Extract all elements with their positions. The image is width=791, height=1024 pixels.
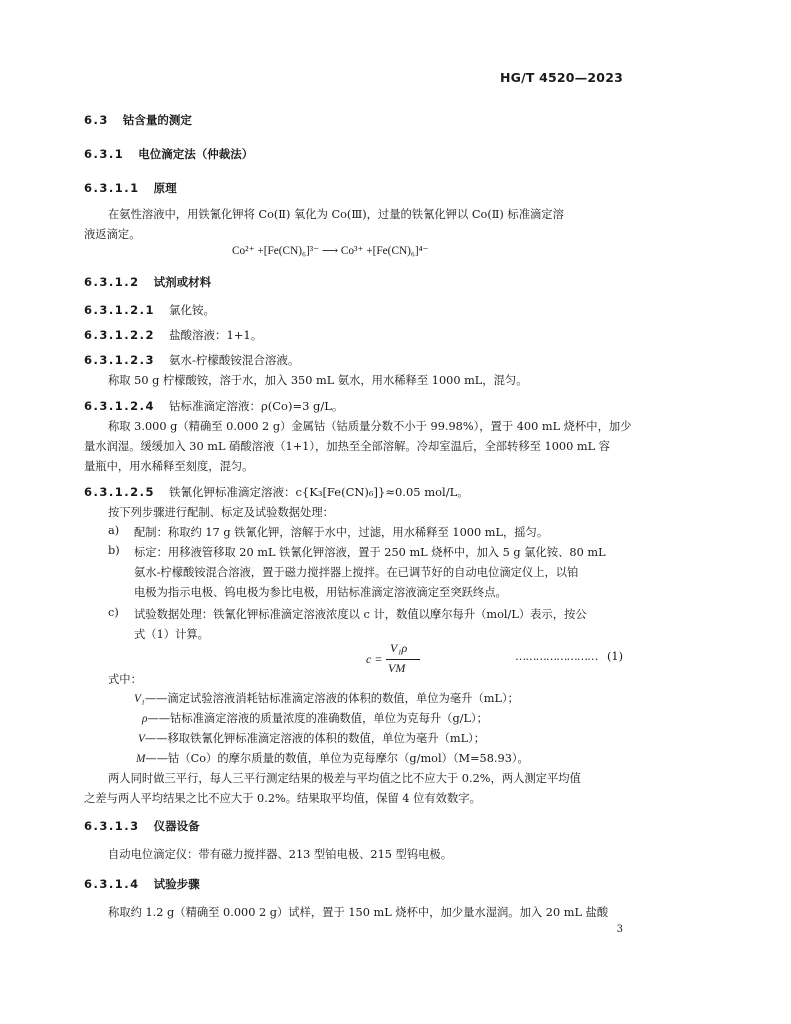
standard-number: HG/T 4520—2023 [499, 70, 623, 85]
reagent-6-3-1-2-5 [84, 484, 469, 500]
equipment-text: 自动电位滴定仪：带有磁力搅拌器、213 型铂电极、215 型钨电极。 [108, 848, 453, 861]
item-text: 盐酸溶液：1+1。 [168, 328, 263, 342]
section-heading-6-3-1-4 [84, 876, 200, 892]
variable-symbol: M [136, 753, 146, 765]
section-heading-6-3-1-1 [84, 180, 177, 196]
principle-line-2: 液返滴定。 [84, 228, 141, 241]
section-number: 6.3.1 [84, 147, 125, 161]
variable-description: ——钴（Co）的摩尔质量的数值，单位为克每摩尔（g/mol）（M=58.93）。 [145, 752, 529, 765]
formula-dots: …………………… [515, 650, 598, 663]
section-heading-6-3-1-3 [84, 818, 200, 834]
where-label: 式中： [108, 673, 142, 686]
fraction-bar [386, 659, 420, 660]
reagent-4-body-3: 量瓶中，用水稀释至刻度，混匀。 [84, 460, 254, 473]
page-number: 3 [616, 924, 623, 935]
reagent-4-body-2: 量水润湿。缓缓加入 30 mL 硝酸溶液（1+1），加热至全部溶解。冷却室温后，全部转移至 1000 mL 容 [84, 440, 610, 453]
step-b-line-2: 氨水-柠檬酸铵混合溶液，置于磁力搅拌器上搅拌。在已调节好的自动电位滴定仪上，以铂 [134, 566, 579, 579]
variable-description: ——滴定试验溶液消耗钴标准滴定溶液的体积的数值，单位为毫升（mL）； [144, 692, 519, 705]
variable-symbol: ρ [142, 713, 148, 725]
item-text: 氯化铵。 [168, 303, 215, 317]
reagent-5-body: 按下列步骤进行配制、标定及试验数据处理： [108, 506, 334, 519]
reagent-3-body: 称取 50 g 柠檬酸铵，溶于水，加入 350 mL 氨水，用水稀释至 1000 mL，混匀。 [108, 374, 528, 387]
step-a-text: 配制：称取约 17 g 铁氰化钾，溶解于水中，过滤，用水稀释至 1000 mL，摇匀。 [134, 526, 549, 539]
reagent-4-body-1: 称取 3.000 g（精确至 0.000 2 g）金属钴（钴质量分数不小于 99.98%），置于 400 mL 烧杯中，加少 [108, 420, 632, 433]
step-c-line-1: 试验数据处理：铁氰化钾标准滴定溶液浓度以 c 计，数值以摩尔每升（mol/L）表示，按公 [134, 608, 587, 621]
variable-symbol: V₁ [134, 693, 145, 705]
item-number: 6.3.1.2.1 [84, 303, 155, 317]
section-heading-6-3 [84, 112, 192, 128]
section-title: 原理 [153, 181, 177, 195]
variable-description: ——移取铁氰化钾标准滴定溶液的体积的数值，单位为毫升（mL）； [144, 732, 486, 745]
section-heading-6-3-1 [84, 146, 253, 162]
section-number: 6.3 [84, 113, 109, 127]
formula-lhs: c = [366, 652, 383, 666]
item-number: 6.3.1.2.5 [84, 485, 155, 499]
item-number: 6.3.1.2.4 [84, 399, 155, 413]
section-title: 电位滴定法（仲裁法） [138, 147, 254, 161]
reagent-6-3-1-2-4 [84, 398, 343, 414]
formula-numerator: V₁ρ [390, 641, 408, 655]
step-b-line-3: 电极为指示电极、钨电极为参比电极，用钴标准滴定溶液滴定至突跃终点。 [134, 586, 507, 599]
item-text: 氨水-柠檬酸铵混合溶液。 [168, 353, 300, 367]
item-text: 钴标准滴定溶液：ρ(Co)=3 g/L。 [168, 399, 344, 413]
reagent-6-3-1-2-1 [84, 302, 215, 318]
variable-row [136, 750, 529, 766]
item-number: 6.3.1.2.3 [84, 353, 155, 367]
step-b-line-1: 标定：用移液管移取 20 mL 铁氰化钾溶液，置于 250 mL 烧杯中，加入 5 g 氯化铵、80 mL [134, 546, 606, 559]
item-number: 6.3.1.2.2 [84, 328, 155, 342]
section-heading-6-3-1-2 [84, 274, 211, 290]
step-c-line-2: 式（1）计算。 [134, 628, 209, 641]
formula-label: (1) [607, 650, 624, 663]
variable-row [142, 710, 488, 726]
reaction-equation: Co²⁺ +[Fe(CN)₆]³⁻ ⟶ Co³⁺ +[Fe(CN)₆]⁴⁻ [232, 245, 429, 257]
procedure-line-1: 称取约 1.2 g（精确至 0.000 2 g）试样，置于 150 mL 烧杯中，加少量水湿润。加入 20 mL 盐酸 [108, 906, 609, 919]
step-a-label: a) [108, 524, 120, 537]
section-number: 6.3.1.3 [84, 819, 140, 833]
section-number: 6.3.1.2 [84, 275, 140, 289]
section-title: 试剂或材料 [153, 275, 212, 289]
step-b-label: b) [108, 544, 120, 557]
section-number: 6.3.1.4 [84, 877, 140, 891]
principle-line-1: 在氨性溶液中，用铁氰化钾将 Co(Ⅱ) 氧化为 Co(Ⅲ)，过量的铁氰化钾以 Co(Ⅱ) 标准滴定溶 [108, 208, 564, 221]
reagent-6-3-1-2-2 [84, 327, 262, 343]
variable-description: ——钴标准滴定溶液的质量浓度的准确数值，单位为克每升（g/L）； [147, 712, 488, 725]
reagent-6-3-1-2-3 [84, 352, 299, 368]
section-number: 6.3.1.1 [84, 181, 140, 195]
parallel-line-2: 之差与两人平均结果之比不应大于 0.2%。结果取平均值，保留 4 位有效数字。 [84, 792, 481, 805]
variable-symbol: V [138, 733, 145, 745]
section-title: 试验步骤 [153, 877, 200, 891]
section-title: 仪器设备 [153, 819, 200, 833]
section-title: 钴含量的测定 [122, 113, 192, 127]
formula-1 [366, 643, 456, 679]
parallel-line-1: 两人同时做三平行，每人三平行测定结果的极差与平均值之比不应大于 0.2%，两人测定平均值 [108, 772, 581, 785]
step-c-label: c) [108, 606, 119, 619]
formula-denominator: VM [388, 661, 406, 675]
variable-row [134, 690, 519, 706]
item-text: 铁氰化钾标准滴定溶液：c{K₃[Fe(CN)₆]}≈0.05 mol/L。 [168, 485, 469, 499]
variable-row [138, 730, 485, 746]
